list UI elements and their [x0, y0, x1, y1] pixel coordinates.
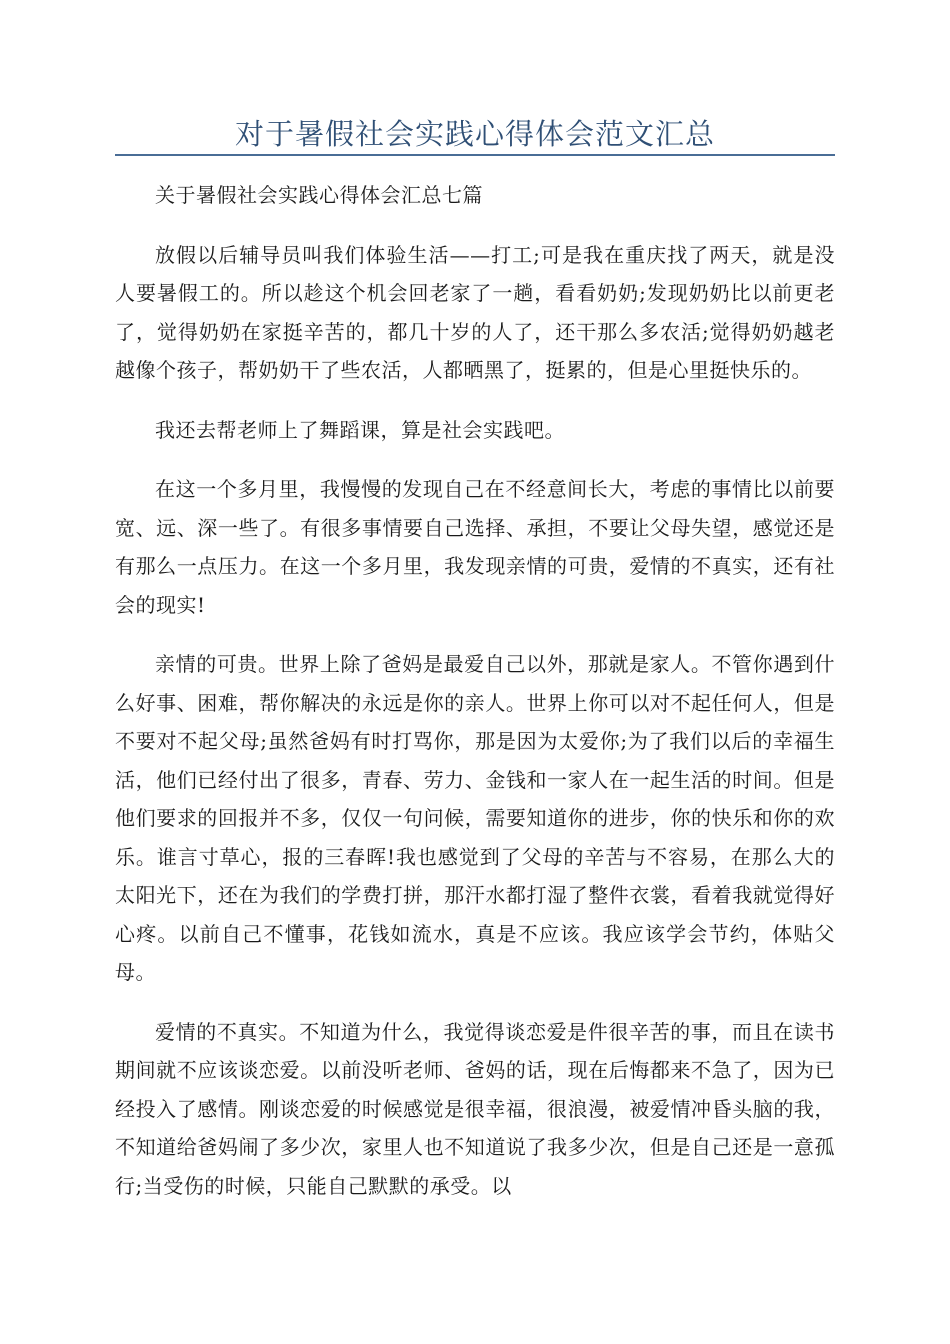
- paragraph-subtitle: 关于暑假社会实践心得体会汇总七篇: [155, 183, 483, 207]
- title-underline: [115, 154, 835, 156]
- document-body: [115, 176, 835, 1226]
- document-title: 对于暑假社会实践心得体会范文汇总: [234, 117, 715, 151]
- paragraph: 在这一个多月里，我慢慢的发现自己在不经意间长大，考虑的事情比以前要宽、远、深一些了。有很多事情要自己选择、承担，不要让父母失望，感觉还是有那么一点压力。在这一个多月里，我发现亲情的可贵，爱情的不真实，还有社会的现实!: [115, 477, 835, 617]
- paragraph: 我还去帮老师上了舞蹈课，算是社会实践吧。: [155, 417, 565, 442]
- paragraph: 亲情的可贵。世界上除了爸妈是最爱自己以外，那就是家人。不管你遇到什么好事、困难，帮你解决的永远是你的亲人。世界上你可以对不起任何人，但是不要对不起父母;虽然爸妈有时打骂你，那是因为太爱你;为了我们以后的幸福生活，他们已经付出了很多，青春、劳力、金钱和一家人在一起生活的时间。但是他们要求的回报并不多，仅仅一句问候，需要知道你的进步，你的快乐和你的欢乐。谁言寸草心，报的三春晖!我也感觉到了父母的辛苦与不容易，在那么大的太阳光下，还在为我们的学费打拼，那汗水都打湿了整件衣裳，看着我就觉得好心疼。以前自己不懂事，花钱如流水，真是不应该。我应该学会节约，体贴父母。: [115, 652, 835, 984]
- paragraph: 放假以后辅导员叫我们体验生活——打工;可是我在重庆找了两天，就是没人要暑假工的。所以趁这个机会回老家了一趟，看看奶奶;发现奶奶比以前更老了，觉得奶奶在家挺辛苦的，都几十岁的人了，还干那么多农活;觉得奶奶越老越像个孩子，帮奶奶干了些农活，人都晒黑了，挺累的，但是心里挺快乐的。: [115, 242, 835, 382]
- paragraph: 爱情的不真实。不知道为什么，我觉得谈恋爱是件很辛苦的事，而且在读书期间就不应该谈恋爱。以前没听老师、爸妈的话，现在后悔都来不急了，因为已经投入了感情。刚谈恋爱的时候感觉是很幸福，很浪漫，被爱情冲昏头脑的我，不知道给爸妈闹了多少次，家里人也不知道说了我多少次，但是自己还是一意孤行;当受伤的时候，只能自己默默的承受。以: [115, 1019, 835, 1198]
